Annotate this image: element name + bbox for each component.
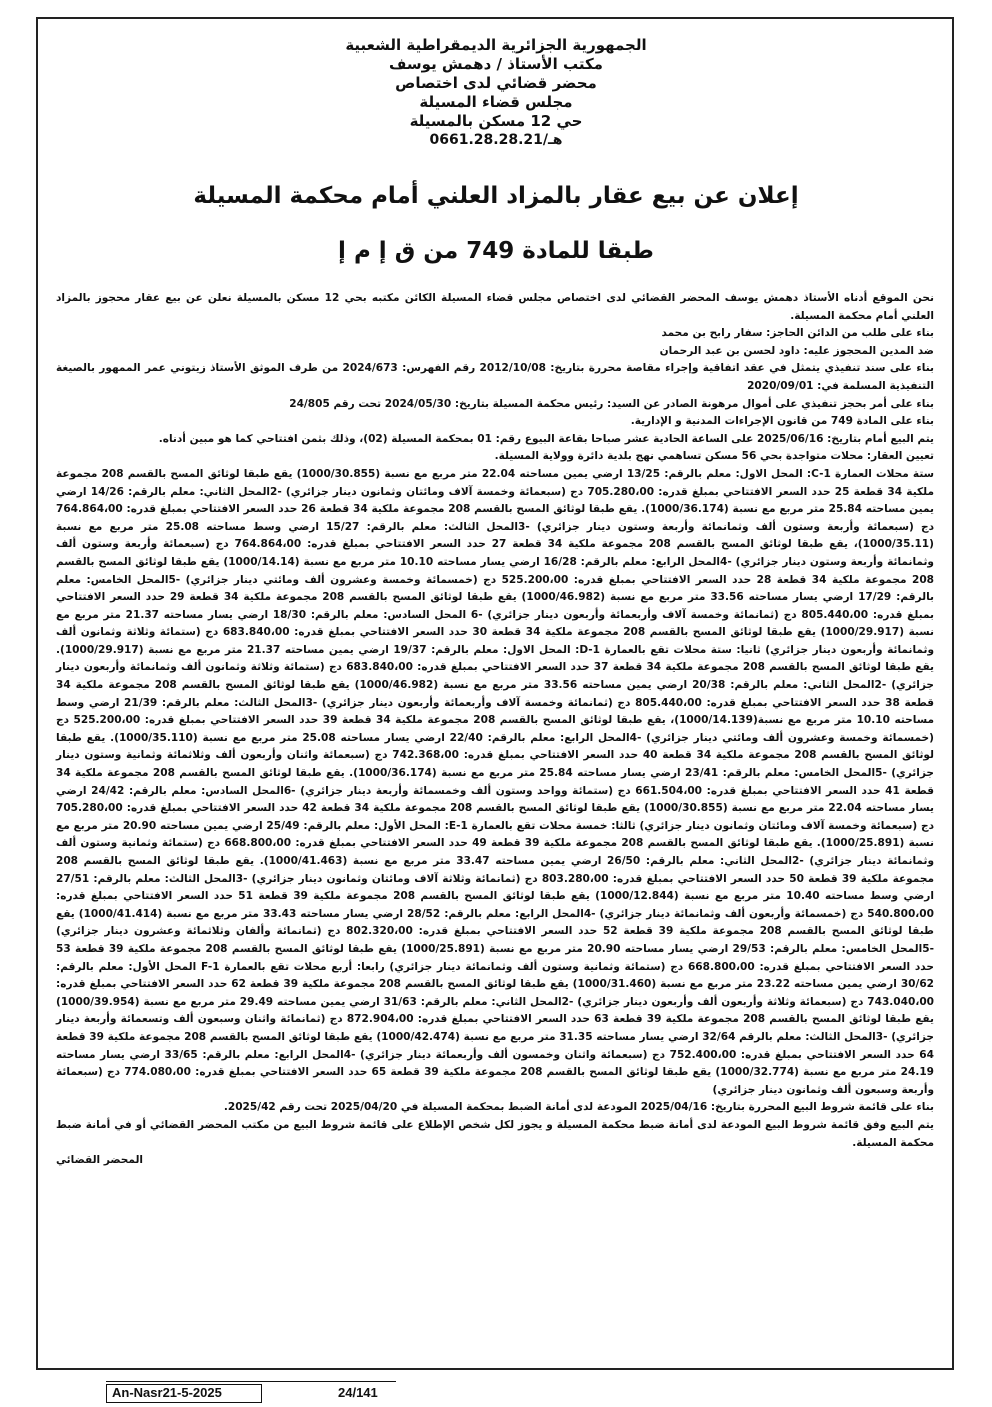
paragraph-creditor: بناء على طلب من الدائن الحاجز: سفار رابح بن محمد bbox=[661, 327, 934, 340]
header-republic: الجمهورية الجزائرية الديمقراطية الشعبية bbox=[345, 36, 647, 54]
paragraph-property: تعيين العقار: محلات متواجدة بحي 56 مسكن تساهمي نهج بلدية دائرة وولاية المسيلة. bbox=[494, 450, 934, 463]
signature: المحضر القضائي bbox=[56, 1154, 144, 1167]
header-phone: هـ/0661.28.28.21 bbox=[429, 132, 563, 148]
paragraph-seizure-order: بناء على أمر بحجز تنفيذي على أموال مرهونة الصادر عن السيد: رئيس محكمة المسيلة بتاريخ: 2024/05/30 تحت رقم 24/805 bbox=[289, 397, 934, 410]
footer-rule bbox=[106, 1381, 396, 1382]
footer-page-number: 24/141 bbox=[338, 1385, 378, 1400]
paragraph-title-deed: بناء على سند تنفيذي يتمثل في عقد اتفاقية وإجراء مقاصة محررة بتاريخ: 2012/10/08 رقم الفهرس: 2024/673 من طرف الموثق الأستاذ زيتوني عمر الممهور بالصيغة التنفيذية المسلمة في: 2020/09/01 bbox=[56, 362, 934, 392]
paragraph-closing: يتم البيع وفق قائمة شروط البيع المودعة لدى أمانة ضبط محكمة المسيلة و يجوز لكل شخص الإطلاع على قائمة شروط البيع من مكتب المحضر القضائي أو في أمانة ضبط محكمة المسيلة. bbox=[56, 1118, 934, 1149]
letterhead bbox=[0, 36, 992, 150]
notice-title: إعلان عن بيع عقار بالمزاد العلني أمام محكمة المسيلة bbox=[193, 183, 799, 209]
notice-subtitle: طبقا للمادة 749 من ق إ م إ bbox=[338, 238, 654, 264]
header-address: حي 12 مسكن بالمسيلة bbox=[409, 112, 583, 130]
header-court: مجلس قضاء المسيلة bbox=[419, 93, 573, 111]
header-office: مكتب الأستاذ / دهمش يوسف bbox=[389, 55, 603, 73]
paragraph-article: بناء على المادة 749 من قانون الإجراءات المدنية و الإدارية. bbox=[630, 415, 934, 428]
paragraph-debtor: ضد المدين المحجوز عليه: داود لحسن بن عبد الرحمان bbox=[659, 344, 934, 357]
paragraph-conditions: بناء على قائمة شروط البيع المحررة بتاريخ: 2025/04/16 المودعة لدى أمانة الضبط بمحكمة المسيلة في 2025/04/20 تحت رقم 2025/42. bbox=[223, 1101, 934, 1114]
paragraph-lots: ستة محلات العمارة C-1: المحل الاول: معلم بالرقم: 13/25 ارضي يمين مساحته 22.04 متر مربع مع نسبة (1000/30.855) يقع طبقا لوثائق المسح بالقسم 208 مجموعة ملكية 34 قطعة 25 حدد السعر الافتتاحي بمبلغ قدره: 705.280،00 دج (سبعمائة وخمسة آلاف ومائتان وثمانون دينار جزائري) -2المحل الثاني: معلم بالرقم: 14/26 ارضي يمين مساحته 25.84 متر مربع مع نسبة (1000/36.174). يقع طبقا لوثائق المسح بالقسم 208 مجموعة ملكية 34 قطعة 26 حدد السعر الافتتاحي بمبلغ قدره: 764.864،00 دج (سبعمائة وأربعة وستون ألف وثمانمائة وأربعة وستون دينار جزائري) -3المحل الثالث: معلم بالرقم: 15/27 ارضي وسط مساحته 25.08 متر مربع مع نسبة (1000/35.11)، يقع طبقا لوثائق المسح بالقسم 208 مجموعة ملكية 34 قطعة 27 حدد السعر الافتتاحي بمبلغ قدره: 764.864،00 دج (سبعمائة وأربعة وستون ألف وثمانمائة وأربعة وستون دينار جزائري) -4المحل الرابع: معلم بالرقم: 16/28 ارضي يسار مساحته 10.10 متر مربع مع نسبة (1000/14.14) يقع طبقا لوثائق المسح بالقسم 208 مجموعة ملكية 34 قطعة 28 حدد السعر الافتتاحي بمبلغ قدره: 525.200،00 دج (خمسمائة وخمسة وعشرون ألف ومائتي دينار جزائري) -5المحل الخامس: معلم بالرقم: 17/29 ارضي يسار مساحته 33.56 متر مربع مع نسبة (1000/46.982) يقع طبقا لوثائق المسح بالقسم 208 مجموعة ملكية 34 قطعة 29 حدد السعر الافتتاحي بمبلغ قدره: 805.440،00 دج (ثمانمائة وخمسة آلاف وأربعمائة وأربعون دينار جزائري) -6 المحل السادس: معلم بالرقم: 18/30 ارضي يسار مساحته 21.37 متر مربع مع نسبة (1000/29.917) يقع طبقا لوثائق المسح بالقسم 208 مجموعة ملكية 34 قطعة 30 حدد السعر الافتتاحي بمبلغ قدره: 683.840،00 دج (ستمائة وثلاثة وثمانون ألف وثمانمائة وأربعون دينار جزائري) ثانيا: ستة محلات تقع بالعمارة D-1: المحل الاول: معلم بالرقم: 19/37 ارضي يمين مساحته 21.37 متر مربع مع نسبة (1000/29.917). يقع طبقا لوثائق المسح بالقسم 208 مجموعة ملكية 34 قطعة 37 حدد السعر الافتتاحي بمبلغ قدره: 683.840،00 دج (ستمائة وثلاثة وثمانون ألف وثمانمائة وأربعون دينار جزائري) -2المحل الثاني: معلم بالرقم: 20/38 ارضي يمين مساحته 33.56 متر مربع مع نسبة (1000/46.982) يقع طبقا لوثائق المسح بالقسم 208 مجموعة ملكية 34 قطعة 38 حدد السعر الافتتاحي بمبلغ قدره: 805.440،00 دج (ثمانمائة وخمسة آلاف وأربعمائة وأربعون دينار جزائري) -3المحل الثالث: معلم بالرقم: 21/39 ارضي وسط مساحته 10.10 متر مربع مع نسبة(1000/14.139)، يقع طبقا لوثائق المسح بالقسم 208 مجموعة ملكية 34 قطعة 39 حدد السعر الافتتاحي بمبلغ قدره: 525.200،00 دج (خمسمائة وخمسة وعشرون ألف ومائتي دينار جزائري) -4المحل الرابع: معلم بالرقم: 22/40 ارضي يسار مساحته 25.08 متر مربع مع نسبة (1000/35.110). يقع طبقا لوثائق المسح بالقسم 208 مجموعة ملكية 34 قطعة 40 حدد السعر الافتتاحي بمبلغ قدره: 742.368،00 دج (سبعمائة واثنان وأربعون ألف وثلاثمائة وثمانية وستون دينار جزائري) -5المحل الخامس: معلم بالرقم: 23/41 ارضي يسار مساحته 25.84 متر مربع مع نسبة (1000/36.174). يقع طبقا لوثائق المسح بالقسم 208 مجموعة ملكية 34 قطعة 41 حدد السعر الافتتاحي بمبلغ قدره: 661.504،00 دج (ستمائة وواحد وستون ألف وخمسمائة وأربعة دينار جزائري) -6المحل السادس: معلم بالرقم: 24/42 ارضي يسار مساحته 22.04 متر مربع مع نسبة (1000/30.855) يقع طبقا لوثائق المسح بالقسم 208 مجموعة ملكية 34 قطعة 42 حدد السعر الافتتاحي بمبلغ قدره: 705.280،00 دج (سبعمائة وخمسة آلاف ومائتان وثمانون دينار جزائري) ثالثا: خمسة محلات تقع بالعمارة E-1: المحل الأول: معلم بالرقم: 25/49 ارضي يمين مساحته 20.90 متر مربع مع نسبة (1000/25.891). يقع طبقا لوثائق المسح بالقسم 208 مجموعة ملكية 39 قطعة 49 حدد السعر الافتتاحي بمبلغ قدره: 668.800،00 دج (ستمائة وثمانية وستون ألف وثمانمائة دينار جزائري) -2المحل الثاني: معلم بالرقم: 26/50 ارضي يمين مساحته 33.47 متر مربع مع نسبة (1000/41.463). يقع طبقا لوثائق المسح بالقسم 208 مجموعة ملكية 39 قطعة 50 حدد السعر الافتتاحي بمبلغ قدره: 803.280،00 دج (ثمانمائة وثلاثة آلاف ومائتان وثمانون دينار جزائري) -3المحل الثالث: معلم بالرقم: 27/51 ارضي وسط مساحته 10.40 متر مربع مع نسبة (1000/12.844) يقع طبقا لوثائق المسح بالقسم 208 مجموعة ملكية 39 قطعة 51 حدد السعر الافتتاحي بمبلغ قدره: 540.800،00 دج (خمسمائة وأربعون ألف وثمانمائة دينار جزائري) -4المحل الرابع: معلم بالرقم: 28/52 ارضي يسار مساحته 33.43 متر مربع مع نسبة (1000/41.414) يقع طبقا لوثائق المسح بالقسم 208 مجموعة ملكية 39 قطعة 52 حدد السعر الافتتاحي بمبلغ قدره: 802.320،00 دج (ثمانمائة وألفان وثلاثمائة وعشرون دينار جزائري) -5المحل الخامس: معلم بالرقم: 29/53 ارضي يسار مساحته 20.90 متر مربع مع نسبة (1000/25.891) يقع طبقا لوثائق المسح بالقسم 208 مجموعة ملكية 39 قطعة 53 حدد السعر الافتتاحي بمبلغ قدره: 668.800،00 دج (ستمائة وثمانية وستون ألف وثمانمائة دينار جزائري) رابعا: أربع محلات تقع بالعمارة F-1 المحل الأول: معلم بالرقم: 30/62 ارضي يمين مساحته 23.22 متر مربع مع نسبة (1000/31.460) يقع طبقا لوثائق المسح بالقسم 208 مجموعة ملكية 39 قطعة 62 حدد السعر الافتتاحي بمبلغ قدره: 743.040،00 دج (سبعمائة وثلاثة وأربعون ألف وأربعون دينار جزائري) -2المحل الثاني: معلم بالرقم: 31/63 ارضي يمين مساحته 29.49 متر مربع مع نسبة (1000/39.954) يقع طبقا لوثائق المسح بالقسم 208 مجموعة ملكية 39 قطعة 63 حدد السعر الافتتاحي بمبلغ قدره: 872.904،00 دج (ثمانمائة واثنان وسبعون ألف وتسعمائة وأربعة دينار جزائري) -3المحل الثالث: معلم بالرقم 32/64 ارضي يسار مساحته 31.35 متر مربع مع نسبة (1000/42.474) يقع طبقا لوثائق المسح بالقسم 208 مجموعة ملكية 39 قطعة 64 حدد السعر الافتتاحي بمبلغ قدره: 752.400،00 دج (سبعمائة واثنان وخمسون ألف وأربعمائة دينار جزائري) -4المحل الرابع: معلم بالرقم: 33/65 ارضي يسار مساحته 24.19 متر مربع مع نسبة (1000/32.774) يقع طبقا لوثائق المسح بالقسم 208 مجموعة ملكية 39 قطعة 65 حدد السعر الافتتاحي بمبلغ قدره: 774.080،00 دج (سبعمائة وأربعة وسبعون ألف وثمانون دينار جزائري) bbox=[56, 467, 935, 1096]
paragraph-intro: نحن الموقع أدناه الأستاذ دهمش يوسف المحضر القضائي لدى اختصاص مجلس قضاء المسيلة الكائن مكتبه بحي 12 مسكن بالمسيلة نعلن عن بيع عقار محجوز بالمزاد العلني أمام محكمة المسيلة. bbox=[56, 292, 934, 322]
paragraph-sale-date: يتم البيع أمام بتاريخ: 2025/06/16 على الساعة الحادية عشر صباحا بقاعة البيوع رقم: 01 بمحكمة المسيلة (02)، وذلك بثمن افتتاحي كما هو مبين أدناه. bbox=[158, 432, 934, 445]
header-bailiff: محضر قضائي لدى اختصاص bbox=[395, 74, 597, 92]
footer-reference: An-Nasr21-5-2025 bbox=[106, 1384, 262, 1403]
notice-body bbox=[56, 290, 934, 1170]
